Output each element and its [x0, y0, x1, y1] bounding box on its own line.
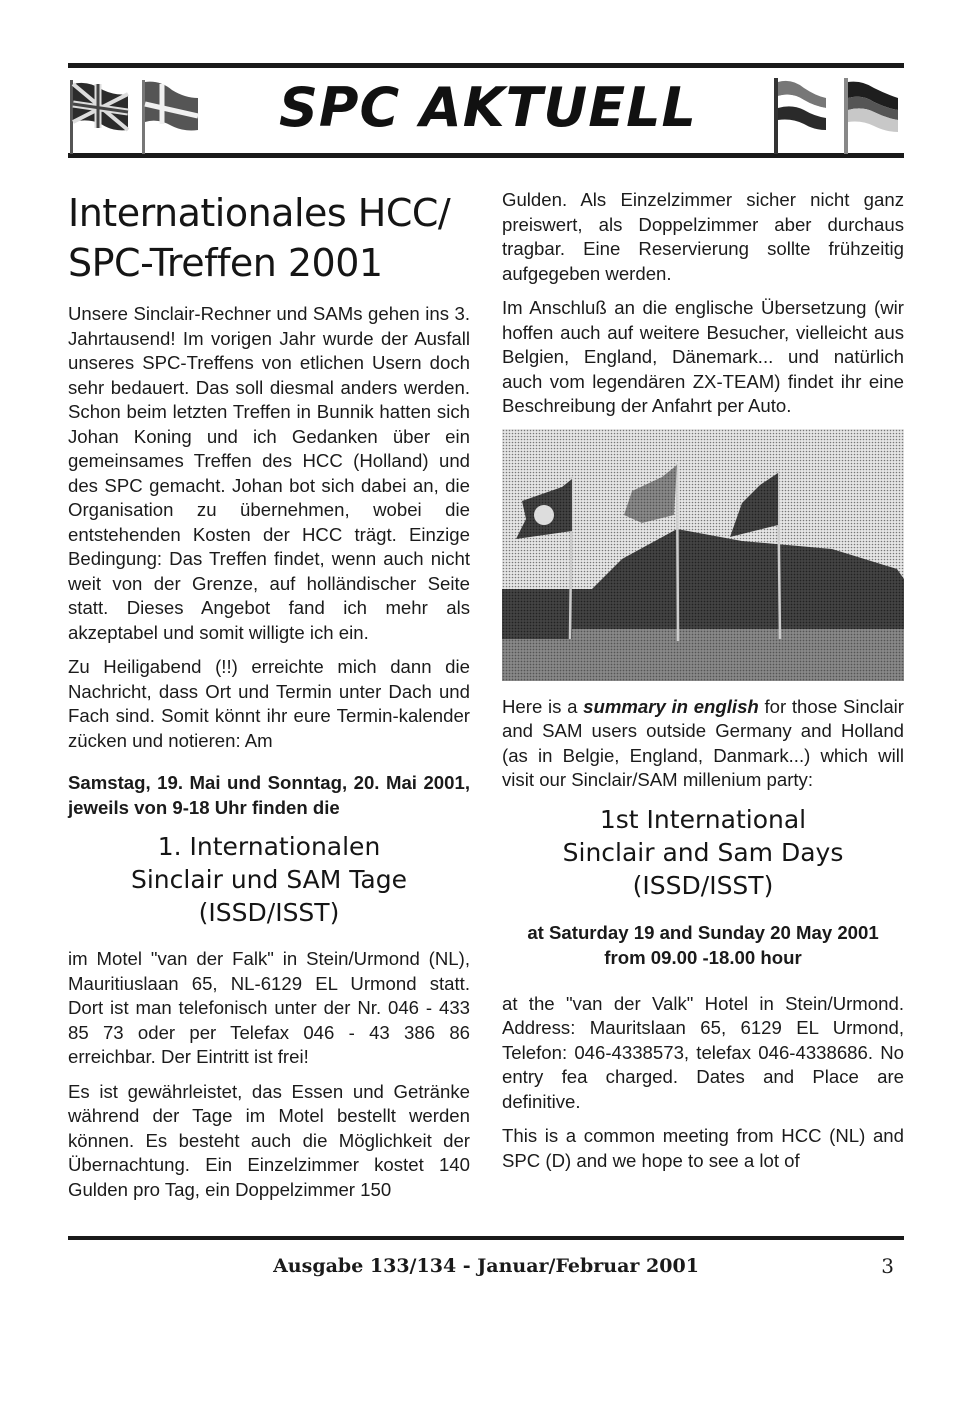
- right-event-line-2: Sinclair and Sam Days: [562, 837, 844, 867]
- article-title: [68, 188, 470, 288]
- left-date-bold: Samstag, 19. Mai und Sonntag, 20. Mai 2001, jeweils von 9-18 Uhr finden die: [68, 772, 470, 818]
- left-column: [68, 188, 470, 1212]
- footer-rule: [68, 1236, 904, 1240]
- article-title-line-1: Internationales HCC/: [68, 191, 451, 235]
- right-column: [502, 188, 904, 1183]
- right-summary-paragraph: [502, 695, 904, 793]
- masthead-band: [68, 63, 904, 158]
- right-event-line-3: (ISSD/ISST): [632, 870, 774, 900]
- left-paragraph-4: Es ist gewährleistet, das Essen und Getränke während der Tage im Motel bestellt werden können. Es besteht auch die Möglichkeit der Übernachtung. Ein Einzelzimmer kostet 140 Gulden pro Tag, ein Doppelzimmer 150: [68, 1080, 470, 1200]
- flagpole-2: [677, 463, 678, 641]
- right-event-heading: [502, 803, 904, 902]
- article-title-line-2: SPC-Treffen 2001: [68, 241, 383, 285]
- left-event-line-2: Sinclair und SAM Tage: [130, 865, 407, 894]
- right-paragraph-2: Im Anschluß an die englische Übersetzung (wir hoffen auch auf weitere Besucher, vielleicht aus Belgien, England, Dänemark... und natürlich auch vom legendären ZX-TEAM) findet ihr eine Beschreibung der Anfahrt per Auto.: [502, 297, 904, 416]
- footer: [68, 1236, 904, 1286]
- summary-post: for those Sinclair and SAM users outside Germany and Holland (as in Belgie, England, Danmark...) which will visit our Sinclair/SAM millenium party:: [502, 695, 904, 790]
- left-paragraph-2: Zu Heiligabend (!!) erreichte mich dann die Nachricht, dass Ort und Termin unter Dach und Fach sind. Somit könnt ihr eure Termin-kalender zücken und notieren: Am: [68, 656, 470, 751]
- right-paragraph-4: This is a common meeting from HCC (NL) and SPC (D) and we hope to see a lot of: [502, 1125, 904, 1171]
- denmark-flag-icon: [140, 78, 202, 154]
- photo-trees: [502, 589, 572, 639]
- footer-row: [68, 1252, 904, 1286]
- left-event-line-3: (ISSD/ISST): [198, 898, 340, 927]
- right-event-line-1: 1st International: [599, 804, 807, 834]
- hotel-photo: [502, 429, 904, 681]
- left-paragraph-3: im Motel "van der Falk" in Stein/Urmond (NL), Mauritiuslaan 65, NL-6129 EL Urmond statt. Dort ist man telefonisch unter der Nr. 046 - 433 85 73 oder per Telefax 046 - 43 386 86 erreichbar. Der Eintritt ist frei!: [68, 948, 470, 1067]
- photo-flag-1-emblem: [534, 505, 554, 525]
- right-date-line-2: from 09.00 -18.00 hour: [604, 946, 802, 968]
- uk-flag-icon: [68, 78, 130, 154]
- germany-flag-icon: [842, 76, 902, 154]
- left-paragraph-1: Unsere Sinclair-Rechner und SAMs gehen ins 3. Jahrtausend! Im vorigen Jahr wurde der Ausfall unseres SPC-Treffens von etlichen Usern doch sehr bedauert. Das soll diesmal anders werden. Schon beim letzten Treffen in Bunnik hatten sich Johan Koning und ich Gedanken über ein gemeinsames Treffen des HCC (Holland) und des SPC gemacht. Johan bot sich dabei an, die Organisation zu übernehmen, wobei die entstehenden Kosten der HCC trägt. Einzige Bedingung: Das Treffen findet, wenn auch nicht weit von der Grenze, auf holländischer Seite statt. Dieses Angebot fand ich mehr als akzeptabel und somit willigte ich ein.: [68, 303, 470, 643]
- footer-issue: Ausgabe 133/134 - Januar/Februar 2001: [273, 1255, 699, 1277]
- right-date-line-1: at Saturday 19 and Sunday 20 May 2001: [527, 921, 879, 943]
- netherlands-flag-icon: [772, 76, 830, 154]
- masthead-title: SPC AKTUELL: [279, 76, 697, 139]
- right-paragraph-1: Gulden. Als Einzelzimmer sicher nicht ganz preiswert, als Doppelzimmer aber durchaus tragbar. Eine Reservierung sollte frühzeitig aufgegeben werden.: [502, 189, 904, 284]
- summary-pre: Here is a: [502, 695, 584, 717]
- page-number: 3: [881, 1254, 894, 1278]
- left-event-heading: [68, 830, 470, 929]
- left-event-line-1: 1. Internationalen: [157, 832, 381, 861]
- article-columns: [68, 188, 904, 1212]
- right-date-block: [502, 920, 904, 970]
- summary-emphasis: summary in english: [583, 695, 759, 717]
- right-paragraph-3: at the "van der Valk" Hotel in Stein/Urmond. Address: Mauritslaan 65, 6129 EL Urmond, Telefon: 046-4338573, telefax 046-4338686. No entry fea charged. Dates and Place are definitive.: [502, 992, 904, 1112]
